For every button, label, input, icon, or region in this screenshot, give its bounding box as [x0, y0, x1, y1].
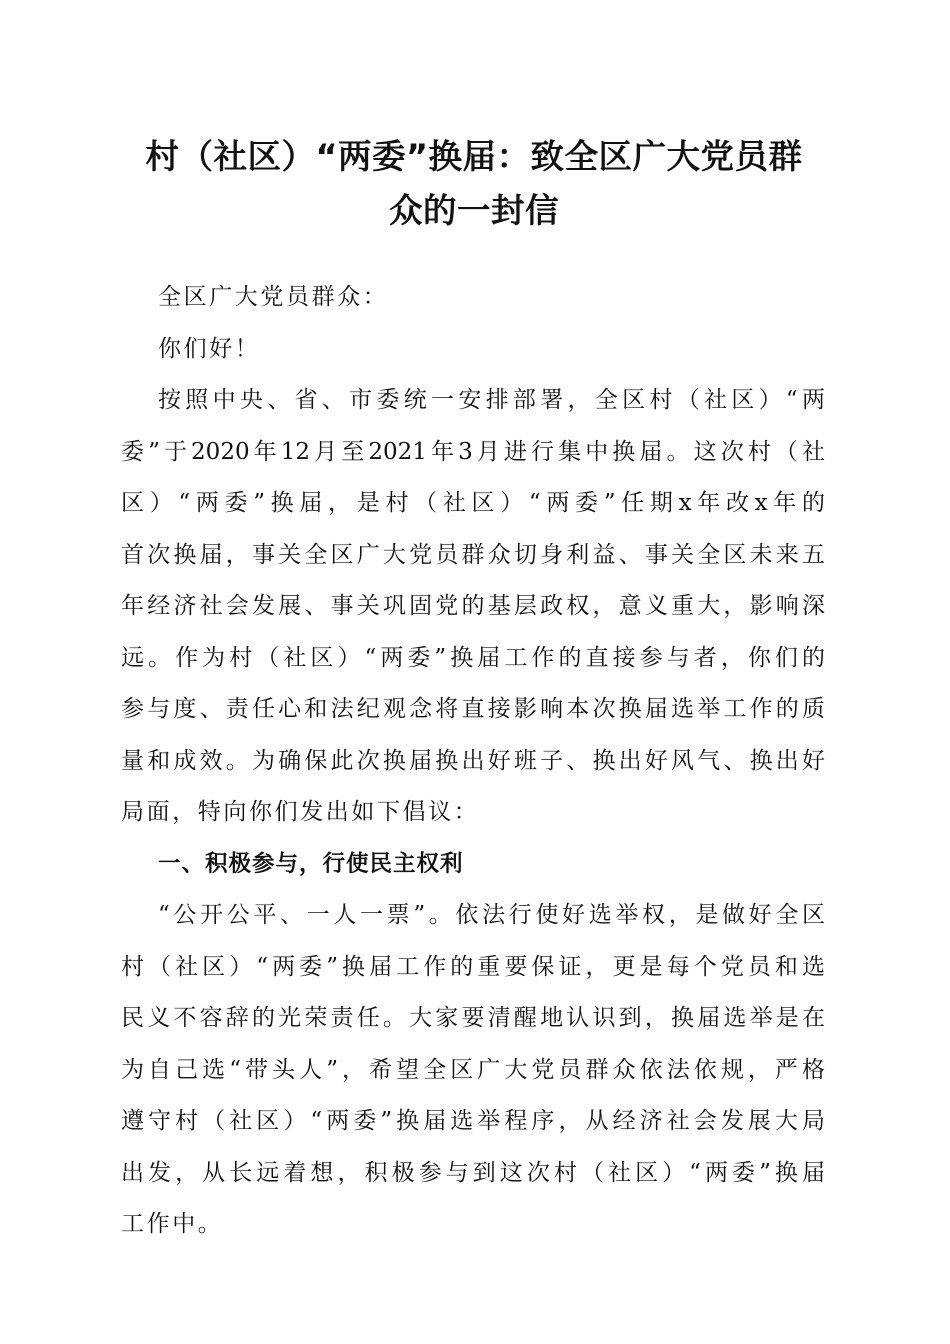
paragraph-line: 村（社区）“两委”换届工作的重要保证，更是每个党员和选	[121, 953, 825, 980]
paragraph-2	[121, 890, 825, 1251]
paragraph-line: “公开公平、一人一票”。依法行使好选举权，是做好全区	[158, 902, 825, 928]
paragraph-line: 遵守村（社区）“两委”换届选举程序，从经济社会发展大局	[121, 1108, 825, 1134]
paragraph-line: 区）“两委”换届，是村（社区）“两委”任期x年改x年的	[121, 490, 825, 516]
paragraph-line: 参与度、责任心和法纪观念将直接影响本次换届选举工作的质	[121, 696, 825, 722]
paragraph-line: 首次换届，事关全区广大党员群众切身利益、事关全区未来五	[121, 541, 825, 568]
greeting: 你们好！	[158, 335, 261, 362]
paragraph-line: 量和成效。为确保此次换届换出好班子、换出好风气、换出好	[121, 747, 825, 774]
title-line-2: 众的一封信	[389, 191, 559, 230]
paragraph-line: 局面，特向你们发出如下倡议：	[121, 799, 480, 825]
paragraph-line: 出发，从长远着想，积极参与到这次村（社区）“两委”换届	[121, 1159, 825, 1186]
document-title	[118, 130, 830, 238]
paragraph-line: 按照中央、省、市委统一安排部署，全区村（社区）“两	[158, 387, 825, 413]
document-body	[121, 272, 825, 1251]
salutation: 全区广大党员群众：	[158, 284, 389, 310]
paragraph-1	[121, 375, 825, 839]
paragraph-line: 民义不容辞的光荣责任。大家要清醒地认识到，换届选举是在	[121, 1005, 825, 1031]
section-heading: 一、积极参与，行使民主权利	[158, 850, 464, 877]
title-line-1: 村（社区）“两委”换届：致全区广大党员群	[145, 137, 803, 176]
paragraph-line: 远。作为村（社区）“两委”换届工作的直接参与者，你们的	[121, 644, 825, 671]
paragraph-line: 为自己选“带头人”，希望全区广大党员群众依法依规，严格	[121, 1056, 825, 1083]
paragraph-line: 委”于2020年12月至2021年3月进行集中换届。这次村（社	[121, 438, 825, 465]
paragraph-line: 工作中。	[121, 1211, 224, 1237]
paragraph-line: 年经济社会发展、事关巩固党的基层政权，意义重大，影响深	[121, 593, 825, 619]
